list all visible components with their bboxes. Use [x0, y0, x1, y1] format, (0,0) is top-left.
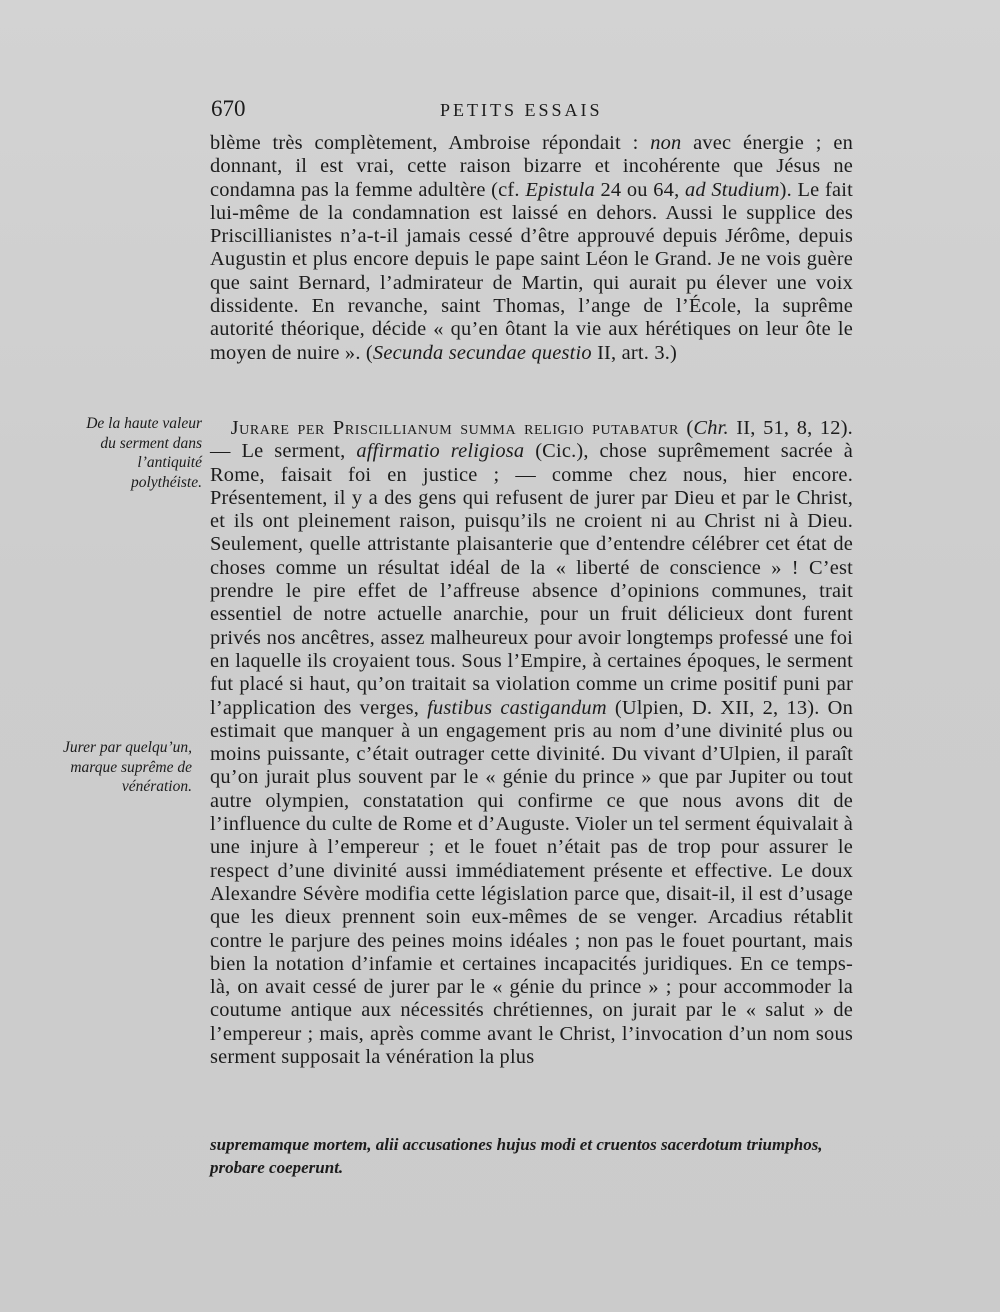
running-title: PETITS ESSAIS: [440, 100, 603, 120]
p1-italic-4: Secunda secundae questio: [372, 341, 592, 364]
p2-text-2: II, 51, 8, 12). — Le serment,: [210, 417, 853, 463]
p1-italic-1: non: [650, 132, 682, 154]
margin-note-serment: De la haute valeur du serment dans l’antiquité polythéiste.: [86, 415, 202, 491]
paragraph-2: [210, 417, 853, 1069]
p1-italic-3: ad Studium: [684, 178, 780, 201]
p1-text-3: 24 ou 64,: [594, 178, 685, 201]
p2-text-3: (Cic.), chose suprêmement sacrée à Rome, faisait foi en justice ; — comme chez nous, hier encore. Présentement, il y a des gens qui refusent de jurer par Dieu et par le Christ, et ils ont pleinement raison, puisqu’ils ne croient ni au Christ ni à Dieu. Seulement, quelle attristante plaisanterie que d’entendre célébrer cet état de choses comme un résultat idéal de la « liberté de conscience » ! C’est prendre le pire effet de l’affreuse absence d’opinions communes, trait essentiel de notre actuelle anarchie, pour un fruit délicieux dont furent privés nos ancêtres, assez malheureux pour avoir longtemps professé une foi en laquelle ils croyaient tous. Sous l’Empire, à certaines époques, le serment fut placé si haut, qu’on traitait sa violation comme un crime positif puni par l’application des verges,: [210, 440, 853, 719]
p1-text-4: ). Le fait lui-même de la condamnation est laissé en dehors. Aussi le supplice des Priscillianistes n’a-t-il jamais cessé d’être approuvé depuis Jérôme, depuis Augustin et plus encore depuis le pape saint Léon le Grand. Je ne vois guère que saint Bernard, l’admirateur de Martin, qui aurait pu élever une voix dissidente. En revanche, saint Thomas, l’ange de l’École, la suprême autorité théorique, décide « qu’en ôtant la vie aux hérétiques on leur ôte le moyen de nuire ». (: [210, 178, 853, 364]
p2-incipit: Jurare per Priscillianum summa religio putabatur: [230, 417, 679, 439]
page-header: [0, 96, 1000, 126]
paragraph-1: [210, 132, 853, 365]
p1-text-5: II, art. 3.): [591, 341, 678, 364]
margin-note-jurer: Jurer par quelqu’un, marque suprême de vénération.: [62, 739, 192, 795]
p1-text-2: avec énergie ; en donnant, il est vrai, cette raison bizarre et incohérente que Jésus ne condamna pas la femme adultère (cf.: [210, 132, 853, 201]
footnote: supremamque mortem, alii accusationes hujus modi et cruentos sacerdotum triumphos, probare coeperunt.: [210, 1135, 823, 1177]
p2-italic-3: fustibus castigandum: [427, 696, 607, 719]
p2-text-1: (: [678, 417, 694, 439]
p1-italic-2: Epistula: [525, 178, 595, 201]
p2-text-4: (Ulpien, D. XII, 2, 13). On estimait que manquer à un engagement pris au nom d’une divinité plus ou moins puissante, c’était outrager cette divinité. Du vivant d’Ulpien, il paraît qu’on jurait plus souvent par le « génie du prince » que par Jupiter ou tout autre olympien, constatation qui confirme ce que nous avons dit de l’influence du culte de Rome et d’Auguste. Violer un tel serment équivalait à une injure à l’empereur ; et le fouet n’était pas de trop pour assurer le respect d’une divinité aussi immédiatement présente et effective. Le doux Alexandre Sévère modifia cette législation parce que, disait-il, il est d’usage que les dieux prennent soin eux-mêmes de se venger. Arcadius rétablit contre le parjure des peines moins idéales ; non pas le fouet pourtant, mais bien la notation d’infamie et certaines incapacités juridiques. En ce temps-là, on avait cessé de jurer par le « génie du prince » ; pour accommoder la coutume antique aux nécessités chrétiennes, on jurait par le « salut » de l’empereur ; mais, après comme avant le Christ, l’invocation d’un nom sous serment supposait la vénération la plus: [210, 696, 853, 1069]
p2-italic-1: Chr.: [693, 417, 729, 439]
p1-text-1: blème très complètement, Ambroise répondait :: [210, 132, 651, 154]
p2-italic-2: affirmatio religiosa: [356, 440, 525, 463]
page-number: 670: [211, 96, 246, 121]
